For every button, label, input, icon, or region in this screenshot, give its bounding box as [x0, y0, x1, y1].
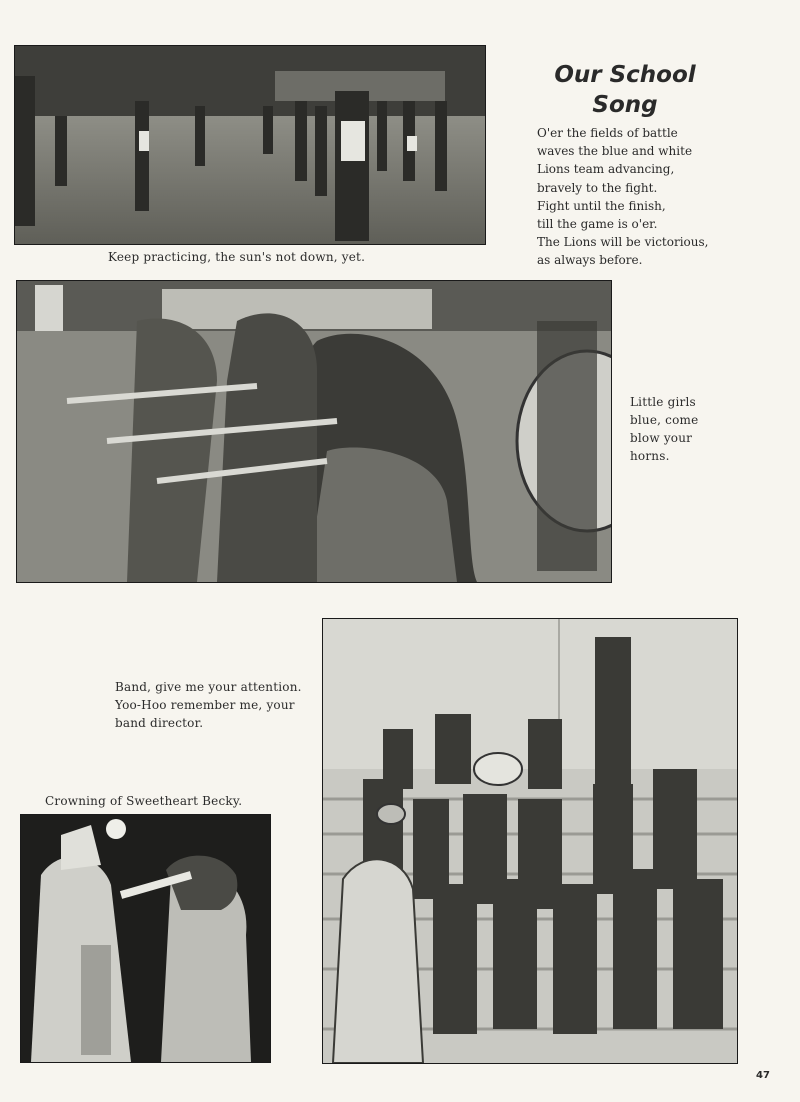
sweetheart-caption: Crowning of Sweetheart Becky.: [45, 794, 243, 808]
song-title-line: Song: [592, 92, 658, 118]
band-director-caption: [115, 678, 302, 732]
caption-line: blue, come: [630, 413, 699, 427]
lyric-line: O'er the fields of battle: [537, 126, 678, 140]
caption-line: horns.: [630, 449, 670, 463]
lyric-line: bravely to the fight.: [537, 180, 658, 195]
lyric-line: Lions team advancing,: [537, 162, 675, 177]
song-lyrics: [537, 124, 757, 270]
trumpet-players-caption: [630, 393, 698, 465]
caption-line: Little girls: [630, 395, 696, 409]
marching-practice-caption: Keep practicing, the sun's not down, yet.: [108, 250, 366, 264]
caption-line: band director.: [115, 716, 204, 730]
caption-line: Band, give me your attention.: [115, 680, 302, 694]
trumpet-players-photo: [16, 280, 612, 583]
lyric-line: as always before.: [537, 253, 643, 268]
lyric-line: The Lions will be victorious,: [537, 235, 709, 250]
lyric-line: till the game is o'er.: [537, 217, 658, 232]
lyric-line: waves the blue and white: [537, 144, 693, 159]
caption-line: blow your: [630, 431, 693, 445]
song-title-line: Our School: [554, 62, 696, 88]
caption-line: Yoo-Hoo remember me, your: [115, 698, 295, 712]
song-title: [540, 60, 710, 120]
lyric-line: Fight until the finish,: [537, 198, 666, 213]
marching-practice-photo: [14, 45, 486, 245]
page-number: 47: [756, 1070, 770, 1081]
sweetheart-crowning-photo: [20, 814, 271, 1063]
band-bleachers-photo: [322, 618, 738, 1064]
